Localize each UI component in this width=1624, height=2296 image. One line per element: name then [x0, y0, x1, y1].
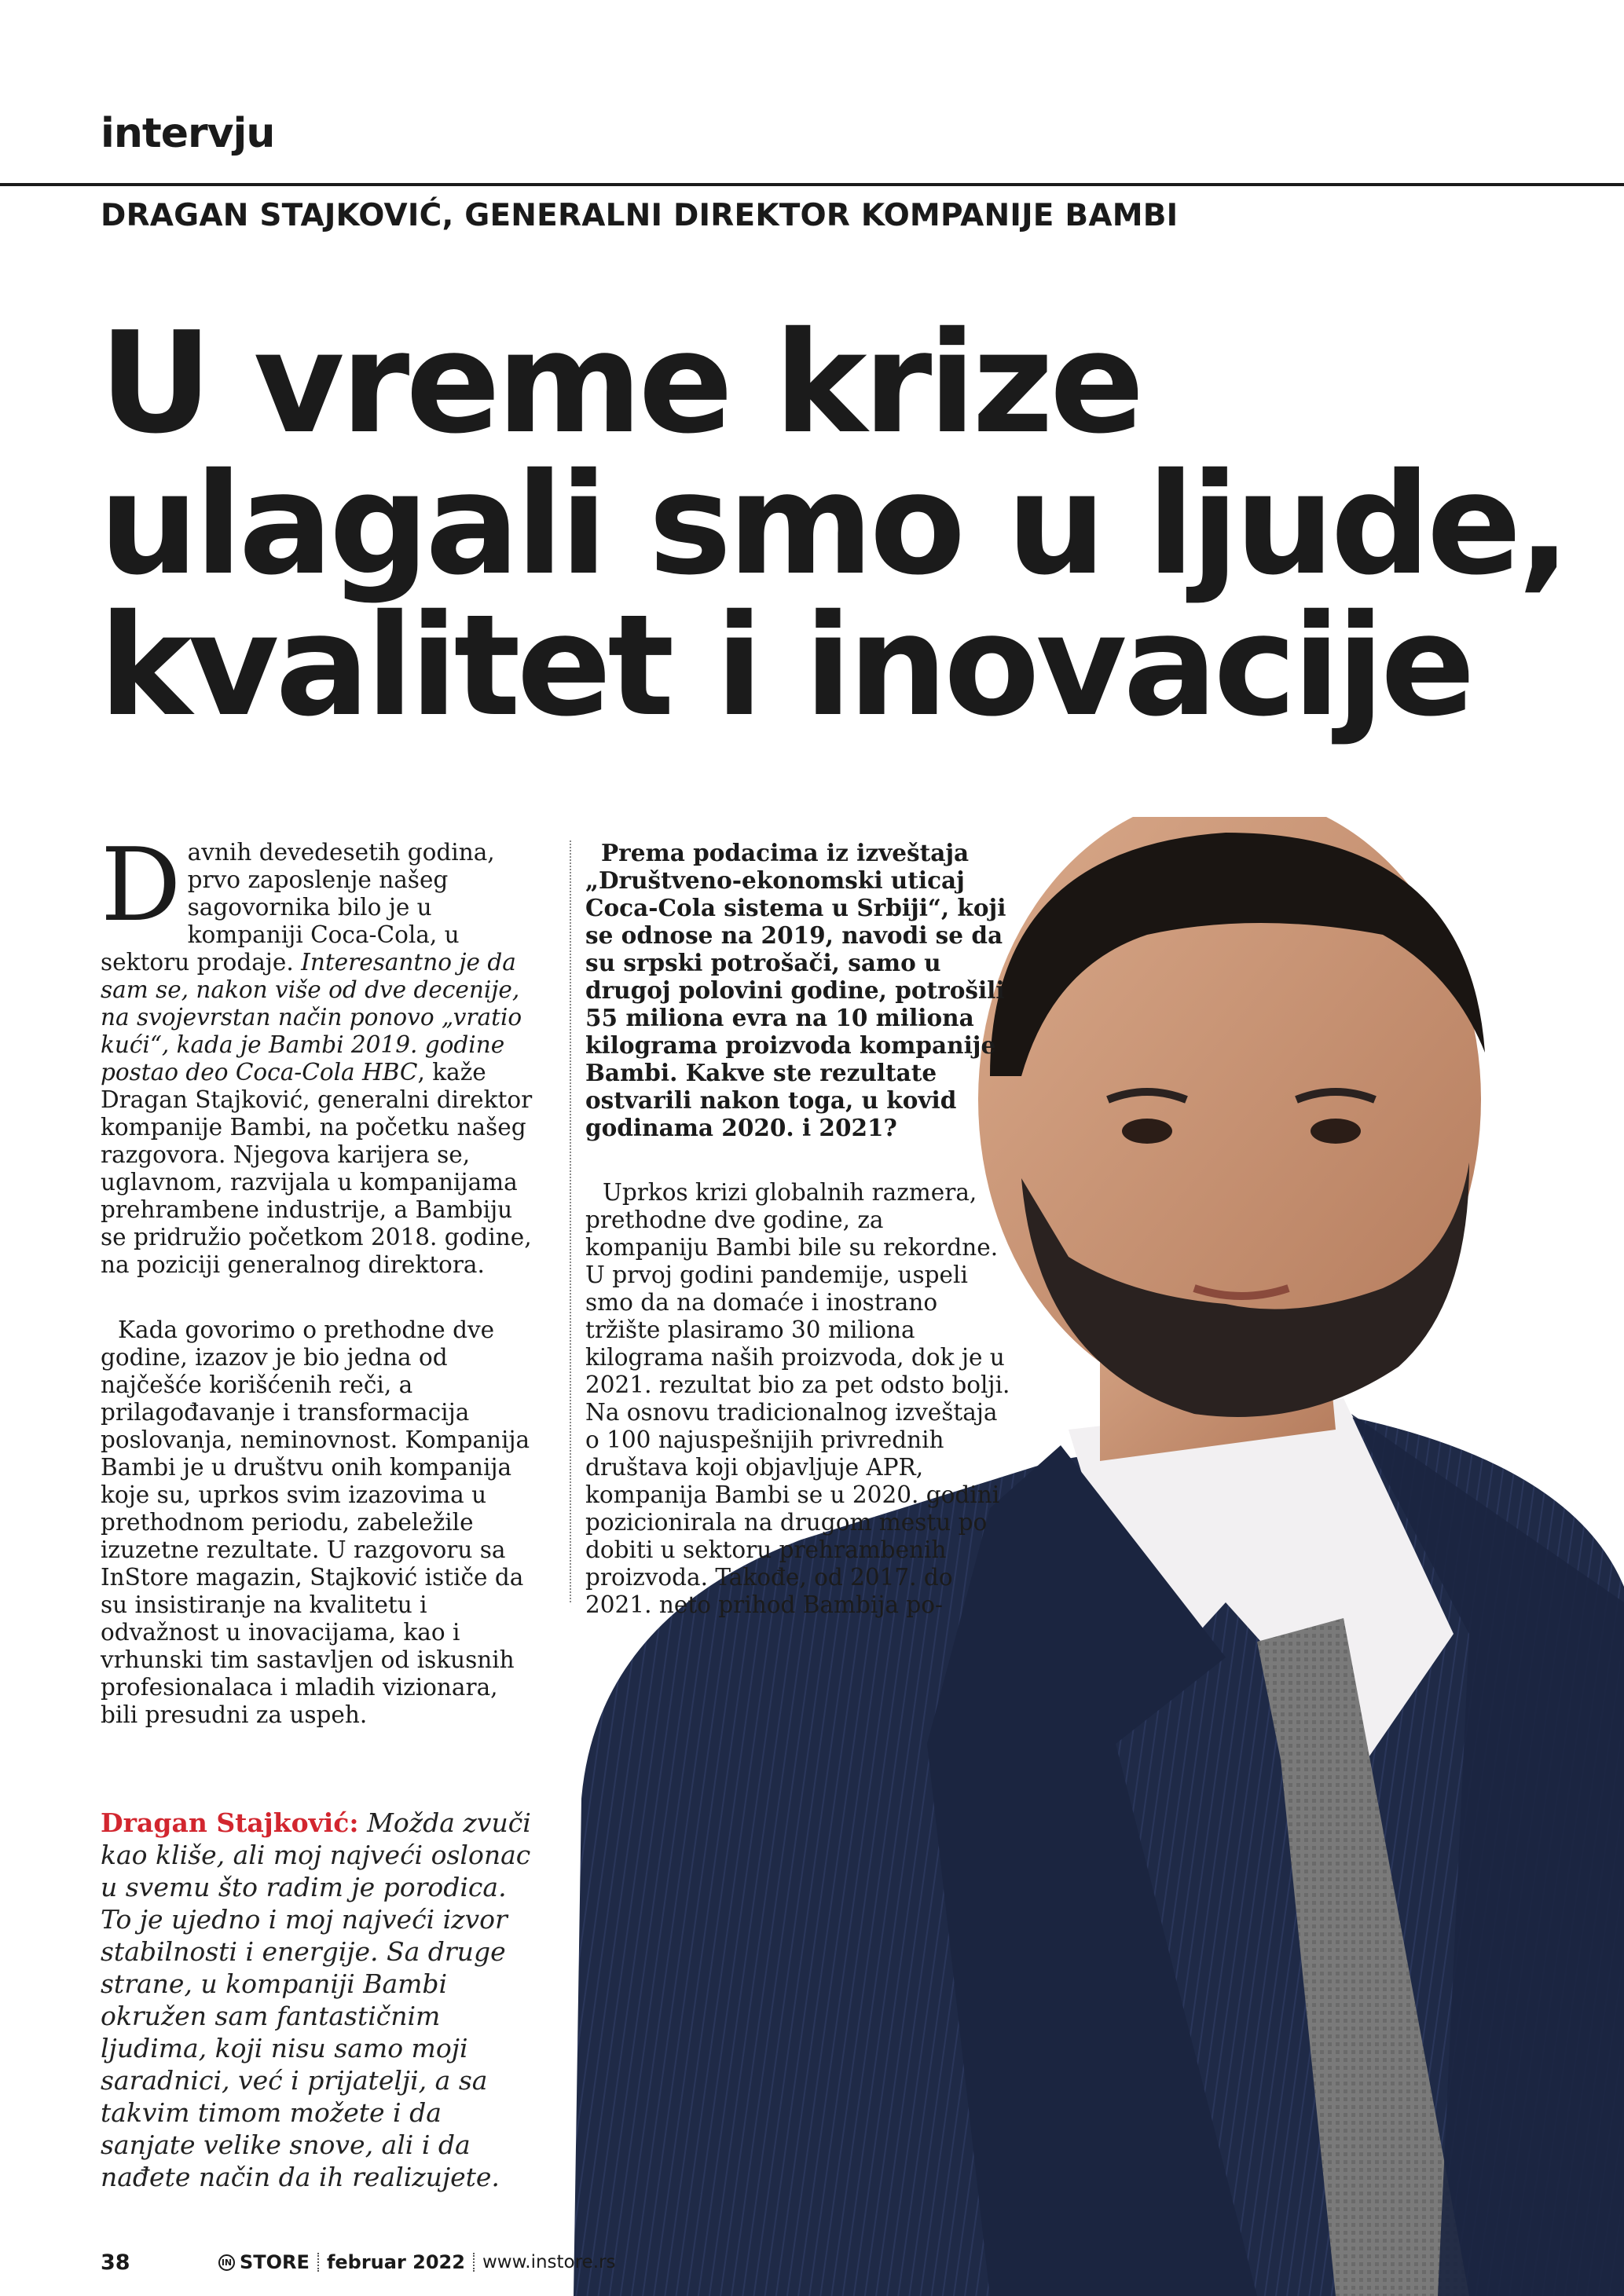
page-number: 38 — [101, 2250, 130, 2275]
intro-line: u sektoru prodaje. — [101, 921, 460, 976]
drop-cap: D — [101, 827, 181, 944]
intro-line: bilo je u kompaniji Coca-Cola, — [187, 894, 438, 948]
kicker: DRAGAN STAJKOVIĆ, GENERALNI DIREKTOR KOMPANIJE BAMBI — [101, 198, 1179, 233]
intro-quote: Interesantno je da sam se, nakon više od dve decenije, na svojevrstan način ponovo „vratio kući“, kada je Bambi 2019. godine postao deo Coca-Cola HBC — [101, 949, 522, 1086]
brand-logo-icon: IN — [218, 2254, 235, 2271]
issue-date: februar 2022 — [326, 2251, 465, 2273]
headline-line: kvalitet i inovacije — [99, 584, 1472, 747]
pull-quote-name: Dragan Stajković: — [101, 1807, 359, 1838]
headline — [99, 302, 1567, 747]
pull-quote — [101, 1807, 541, 2193]
header-rule — [0, 183, 1624, 186]
left-column — [101, 827, 541, 1729]
footer-separator — [317, 2253, 319, 2272]
footer-separator — [473, 2253, 475, 2272]
page-footer — [101, 2247, 615, 2278]
intro-tail: , kaže Dragan Stajković, generalni direktor kompanije Bambi, na početku našeg razgovora. Njegova karijera se, uglavnom, razvijala u kompanijama prehrambene industrije, a Bambiju se pridružio početkom 2018. godine, na poziciji generalnog direktora. — [101, 1059, 533, 1278]
interview-question: Prema podacima iz izveštaja „Društveno-ekonomski uticaj Coca-Cola sistema u Srbiji“, koji se odnose na 2019, navodi se da su srpski potrošači, samo u drugoj polovini godine, potrošili 55 miliona evra na 10 miliona kilograma proizvoda kompanije Bambi. Kakve ste rezultate ostvarili nakon toga, u kovid godinama 2020. i 2021? — [585, 839, 1006, 1141]
website-link[interactable]: www.instore.rs — [482, 2252, 616, 2272]
brand-name: STORE — [240, 2251, 310, 2273]
body-paragraph: Kada govorimo o prethodne dve godine, izazov je bio jedna od najčešće korišćenih reči, a prilagođavanje i transformacija poslovanja, neminovnost. Kompanija Bambi je u društvu onih kompanija koje su, uprkos svim izazovima u prethodnom periodu, zabeležile izuzetne rezultate. U razgovoru sa InStore magazin, Stajković ističe da su insistiranje na kvalitetu i odvažnost u inovacijama, kao i vrhunski tim sastavljen od iskusnih profesionalaca i mladih vizionara, bili presudni za uspeh. — [101, 1316, 530, 1728]
middle-column — [585, 839, 1014, 1619]
pull-quote-text: Možda zvuči kao kliše, ali moj najveći oslonac u svemu što radim je porodica. To je ujedno i moj najveći izvor stabilnosti i energije. Sa druge strane, u kompaniji Bambi okružen sam fantastičnim ljudima, koji nisu samo moji saradnici, već i prijatelji, a sa takvim timom možete i da sanjate velike snove, ali i da nađete način da ih realizujete. — [101, 1807, 531, 2192]
intro-line: avnih devedesetih godina, prvo — [187, 839, 495, 893]
interview-answer: Uprkos krizi globalnih razmera, prethodne dve godine, za kompaniju Bambi bile su rekordne. U prvoj godini pandemije, uspeli smo da na domaće i inostrano tržište plasiramo 30 miliona kilograma naših proizvoda, dok je u 2021. rezultat bio za pet odsto bolji. Na osnovu tradicionalnog izveštaja o 100 najuspešnijih privrednih društava koji objavljuje APR, kompanija Bambi se u 2020. godini pozicionirala na drugom mestu po dobiti u sektoru prehrambenih proizvoda. Takođe, od 2017. do 2021. neto prihod Bambija po- — [585, 1179, 1010, 1618]
headline-line: U vreme krize — [99, 302, 1141, 464]
intro-line: zaposlenje našeg sagovornika — [187, 866, 449, 921]
column-divider — [570, 840, 571, 1602]
section-label: intervju — [101, 110, 275, 157]
intro-paragraph — [101, 827, 541, 1279]
headline-line: ulagali smo u ljude, — [99, 443, 1567, 606]
